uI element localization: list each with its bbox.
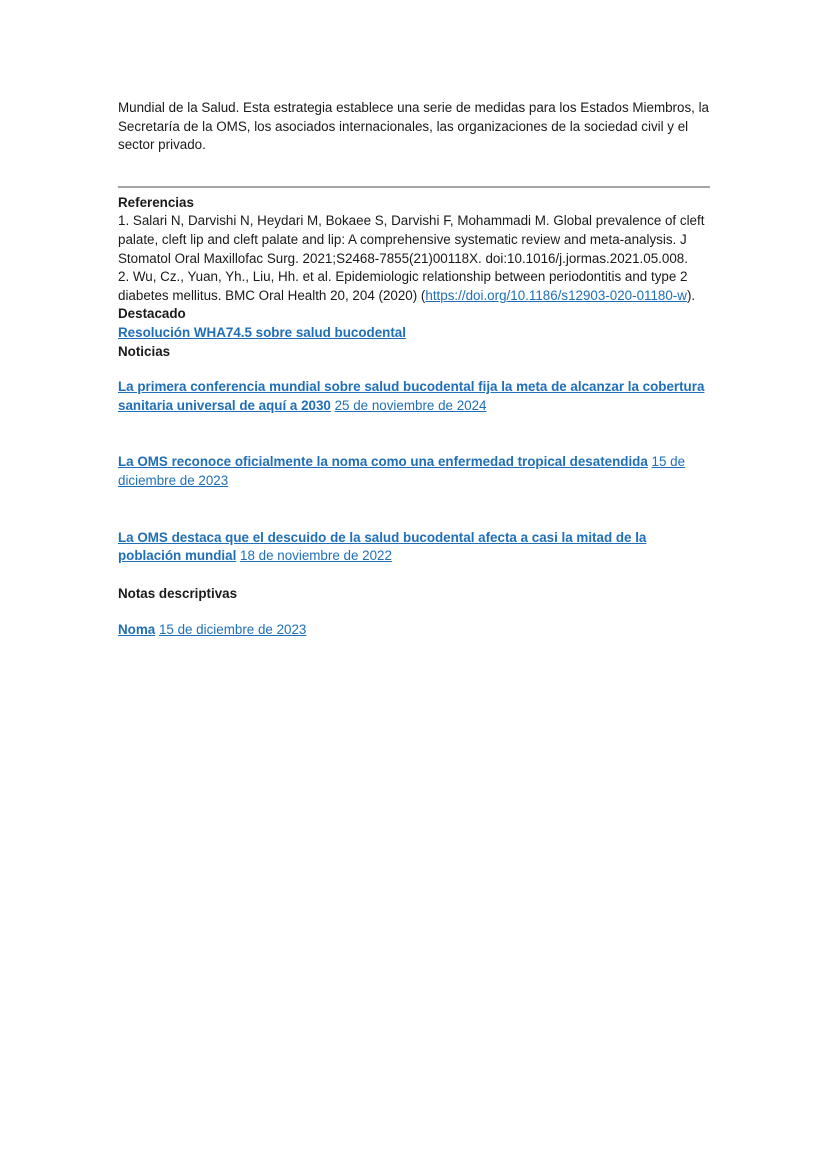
fact-sheets-section [118,585,710,640]
reference-item-1: 1. Salari N, Darvishi N, Heydari M, Bokaee S, Darvishi F, Mohammadi M. Global prevalence of cleft palate, cleft lip and cleft palate and lip: A comprehensive systematic review and meta-analysis. J Stomatol Oral Maxillofac Surg. 2021;S2468-7855(21)00118X. doi:10.1016/j.jormas.2021.05.008. [118,213,705,266]
news-date-link[interactable]: 15 de diciembre de 2023 [118,454,686,488]
reference-2-text-end: ). [686,287,696,303]
fact-sheet-title-link[interactable]: Noma [118,622,156,638]
featured-heading: Destacado [118,306,186,322]
news-title-link[interactable]: La primera conferencia mundial sobre salud bucodental fija la meta de alcanzar la cobertura sanitaria universal de aquí a 2030 [118,379,705,413]
news-item [118,529,710,566]
fact-sheet-item [118,621,710,640]
news-list [118,378,710,566]
fact-sheets-heading: Notas descriptivas [118,585,238,601]
news-item [118,453,710,490]
references-heading: Referencias [118,194,194,210]
news-date-link[interactable]: 18 de noviembre de 2022 [240,548,392,564]
featured-section [118,305,710,342]
references-section [118,194,710,306]
reference-item-2 [118,268,710,305]
featured-resolution-link[interactable]: Resolución WHA74.5 sobre salud bucodental [118,324,406,340]
news-item [118,378,710,415]
document-page [118,99,710,659]
intro-paragraph: Mundial de la Salud. Esta estrategia establece una serie de medidas para los Estados Miembros, la Secretaría de la OMS, los asociados internacionales, las organizaciones de la sociedad civil y el sector privado. [118,100,710,153]
reference-2-text: 2. Wu, Cz., Yuan, Yh., Liu, Hh. et al. Epidemiologic relationship between periodontitis and type 2 diabetes mellitus. BMC Oral Health 20, 204 (2020) ( [118,269,688,303]
news-date-link[interactable]: 25 de noviembre de 2024 [334,397,487,413]
news-section [118,343,710,566]
news-title-link[interactable]: La OMS destaca que el descuido de la salud bucodental afecta a casi la mitad de la población mundial [118,529,647,564]
news-heading: Noticias [118,343,171,359]
reference-2-doi-link[interactable]: https://doi.org/10.1186/s12903-020-01180-w [425,287,687,303]
section-divider [118,186,710,188]
fact-sheet-date-link[interactable]: 15 de diciembre de 2023 [158,622,307,638]
news-title-link[interactable]: La OMS reconoce oficialmente la noma como una enfermedad tropical desatendida [118,454,648,470]
